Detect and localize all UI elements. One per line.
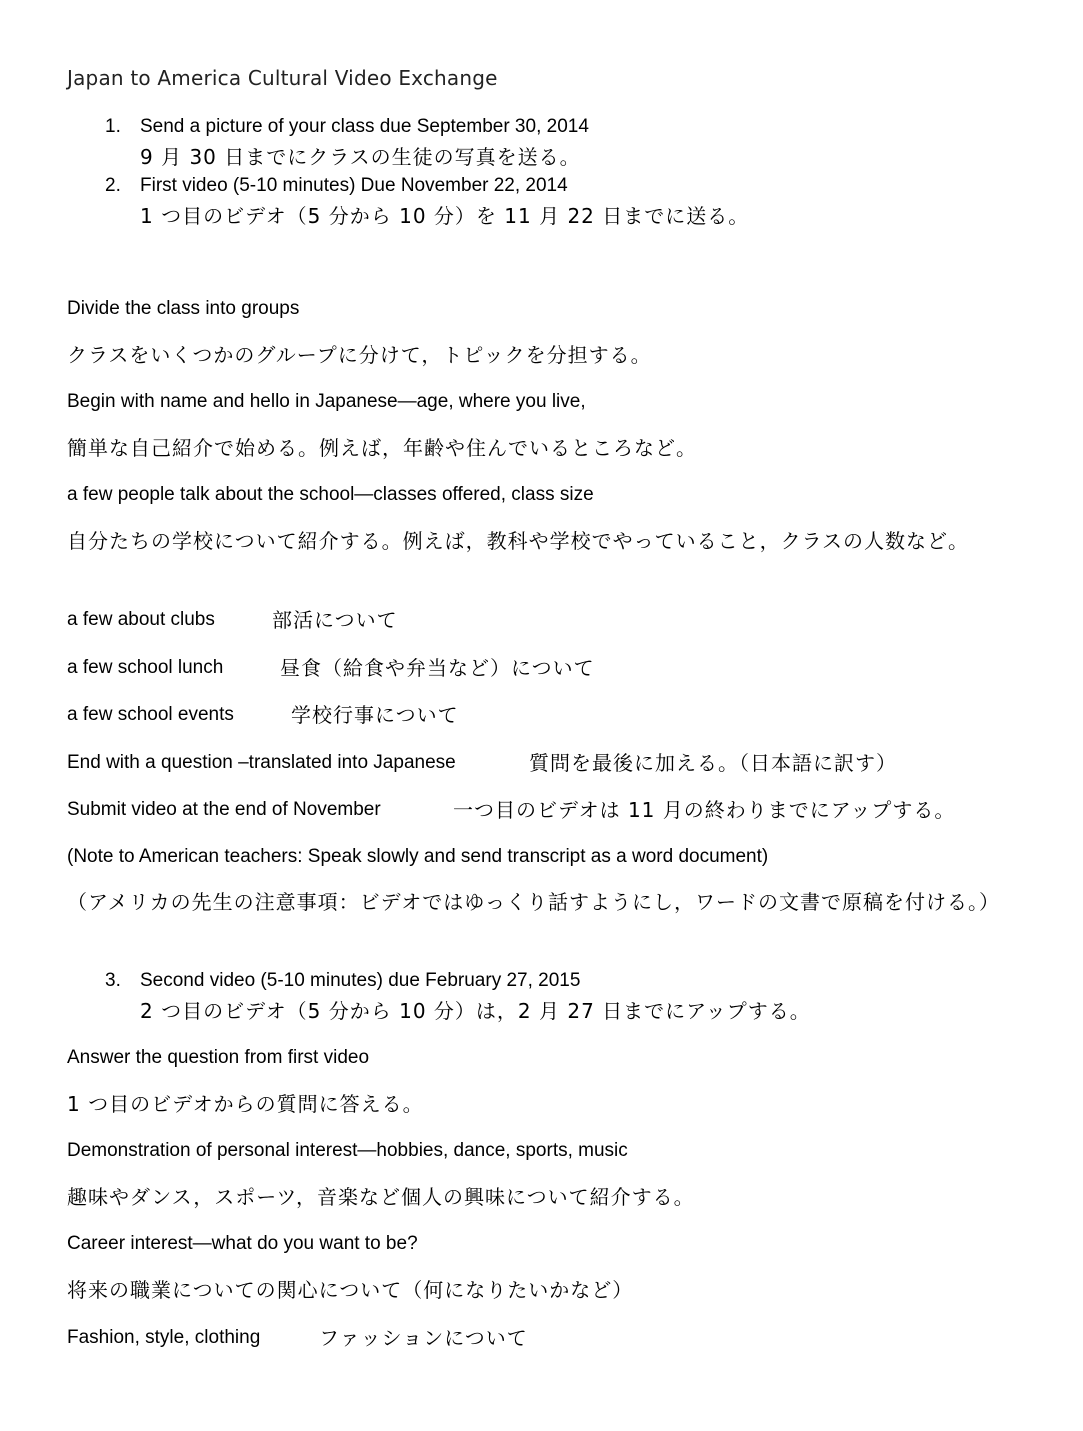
topic-en: Fashion, style, clothing [67, 1327, 261, 1348]
list-item-number: 2. [105, 175, 121, 196]
list-item-text-en: Send a picture of your class due September 30, 2014 [140, 116, 589, 137]
topic-jp: 一つ目のビデオは 11 月の終わりまでにアップする。 [453, 798, 956, 822]
list-item-text-jp: 9 月 30 日までにクラスの生徒の写真を送る。 [140, 145, 581, 169]
list-item-number: 1. [105, 116, 121, 137]
list-item-text-en: First video (5-10 minutes) Due November 22, 2014 [140, 175, 568, 196]
paragraph-en: Answer the question from first video [67, 1047, 370, 1068]
topic-en: Submit video at the end of November [67, 799, 381, 820]
topic-jp: 部活について [272, 608, 398, 632]
paragraph-jp: 趣味やダンス，スポーツ，音楽など個人の興味について紹介する。 [67, 1185, 695, 1209]
topic-jp: ファッションについて [319, 1326, 528, 1350]
topic-row-submit [67, 797, 956, 824]
teacher-note-en: (Note to American teachers: Speak slowly and send transcript as a word document) [67, 846, 769, 867]
paragraph-en: Begin with name and hello in Japanese—age, where you live, [67, 391, 586, 412]
teacher-note-jp: （アメリカの先生の注意事項：ビデオではゆっくり話すようにし，ワードの文書で原稿を付ける。） [67, 890, 1000, 914]
topic-en: a few school events [67, 704, 234, 725]
paragraph-jp: 1 つ目のビデオからの質問に答える。 [67, 1092, 424, 1116]
list-item-text-jp: 1 つ目のビデオ（5 分から 10 分）を 11 月 22 日までに送る。 [140, 204, 750, 228]
topic-en: End with a question –translated into Japanese [67, 752, 456, 773]
topic-jp: 昼食（給食や弁当など）について [280, 656, 595, 680]
topic-row-lunch [67, 655, 595, 682]
topic-jp: 質問を最後に加える。（日本語に訳す） [529, 751, 897, 775]
paragraph-jp: 自分たちの学校について紹介する。例えば，教科や学校でやっていること，クラスの人数など。 [67, 529, 969, 553]
topic-en: a few school lunch [67, 657, 224, 678]
paragraph-en: a few people talk about the school—classes offered, class size [67, 484, 594, 505]
topic-row-fashion [67, 1325, 528, 1352]
paragraph-jp: クラスをいくつかのグループに分けて，トピックを分担する。 [67, 343, 652, 367]
topic-jp: 学校行事について [291, 703, 459, 727]
paragraph-jp: 簡単な自己紹介で始める。例えば，年齢や住んでいるところなど。 [67, 436, 697, 460]
list-item-text-jp: 2 つ目のビデオ（5 分から 10 分）は，2 月 27 日までにアップする。 [140, 999, 811, 1023]
list-item-text-en: Second video (5-10 minutes) due February 27, 2015 [140, 970, 581, 991]
paragraph-jp: 将来の職業についての関心について（何になりたいかなど） [67, 1278, 634, 1302]
topic-row-clubs [67, 607, 398, 634]
paragraph-en: Divide the class into groups [67, 298, 300, 319]
paragraph-en: Career interest—what do you want to be? [67, 1233, 418, 1254]
topic-row-question [67, 750, 897, 777]
topic-en: a few about clubs [67, 609, 215, 630]
paragraph-en: Demonstration of personal interest—hobbies, dance, sports, music [67, 1140, 628, 1161]
list-item-number: 3. [105, 970, 121, 991]
topic-row-events [67, 702, 459, 729]
document-title: Japan to America Cultural Video Exchange [67, 66, 498, 90]
